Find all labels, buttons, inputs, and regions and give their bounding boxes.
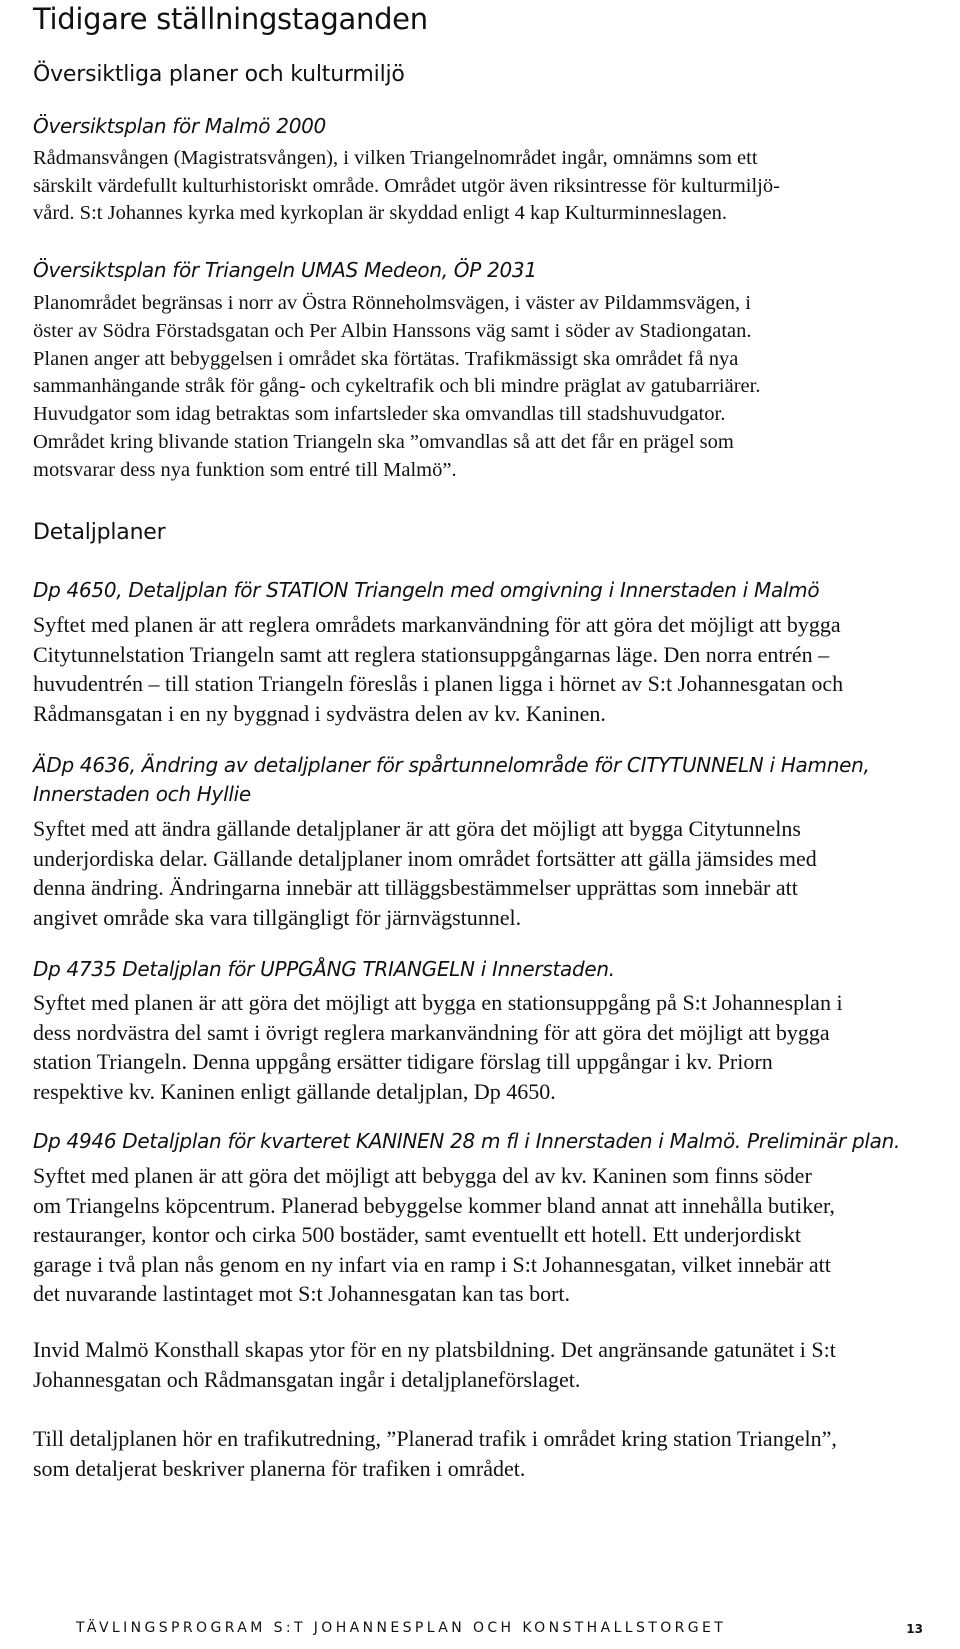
text-line: Syftet med planen är att reglera områdets markanvändning för att göra det möjligt att bygga bbox=[33, 612, 841, 637]
paragraph-dp-4946-3 bbox=[33, 1424, 933, 1483]
text-line: Rådmansgatan i en ny byggnad i sydvästra delen av kv. Kaninen. bbox=[33, 700, 606, 726]
heading-line: ÄDp 4636, Ändring av detaljplaner för spårtunnelområde för CITYTUNNELN i Hamnen, bbox=[33, 753, 870, 777]
paragraph-dp-4946-2 bbox=[33, 1335, 933, 1394]
text-line: om Triangelns köpcentrum. Planerad bebyggelse kommer bland annat att innehålla butiker, bbox=[33, 1192, 835, 1218]
text-line: respektive kv. Kaninen enligt gällande detaljplan, Dp 4650. bbox=[33, 1078, 556, 1104]
page-title: Tidigare ställningstaganden bbox=[33, 2, 428, 36]
text-line: Invid Malmö Konsthall skapas ytor för en ny platsbildning. Det angränsande gatunätet i S:t bbox=[33, 1337, 836, 1362]
text-line: Huvudgator som idag betraktas som infartsleder ska omvandlas till stadshuvudgator. bbox=[33, 403, 726, 426]
text-line: Planen anger att bebyggelsen i området ska förtätas. Trafikmässigt ska området få nya bbox=[33, 347, 739, 370]
text-line: Johannesgatan och Rådmansgatan ingår i detaljplaneförslaget. bbox=[33, 1366, 581, 1392]
page-footer: TÄVLINGSPROGRAM S:T JOHANNESPLAN OCH KONSTHALLSTORGET bbox=[76, 1620, 727, 1636]
text-line: restauranger, kontor och cirka 500 bostäder, samt eventuellt ett hotell. Ett underjordiskt bbox=[33, 1222, 802, 1247]
text-line: Området kring blivande station Triangeln ska ”omvandlas så att det får en prägel som bbox=[33, 430, 734, 453]
text-line: Rådmansvången (Magistratsvången), i vilken Triangelnområdet ingår, omnämns som ett bbox=[33, 147, 758, 169]
text-line: denna ändring. Ändringarna innebär att tilläggsbestämmelser upprättas som innebär att bbox=[33, 875, 798, 900]
paragraph-dp-4650 bbox=[33, 610, 933, 728]
text-line: underjordiska delar. Gällande detaljplaner inom området fortsätter att gälla jämsides med bbox=[33, 845, 817, 871]
text-line: motsvarar dess nya funktion som entré till Malmö”. bbox=[33, 458, 457, 481]
subheading-op-malmo-2000: Översiktsplan för Malmö 2000 bbox=[33, 114, 326, 138]
subheading-adp-4636 bbox=[33, 751, 870, 809]
subheading-dp-4946: Dp 4946 Detaljplan för kvarteret KANINEN 28 m fl i Innerstaden i Malmö. Preliminär plan. bbox=[33, 1129, 901, 1153]
paragraph-op-malmo-2000 bbox=[33, 145, 933, 228]
text-line: Syftet med planen är att göra det möjligt att bygga en stationsuppgång på S:t Johannesplan i bbox=[33, 990, 843, 1015]
text-line: Syftet med att ändra gällande detaljplaner är att göra det möjligt att bygga Citytunnelns bbox=[33, 816, 801, 841]
paragraph-dp-4735 bbox=[33, 988, 933, 1106]
text-line: det nuvarande lastintaget mot S:t Johannesgatan kan tas bort. bbox=[33, 1281, 571, 1306]
text-line: Syftet med planen är att göra det möjligt att bebygga del av kv. Kaninen som finns söder bbox=[33, 1163, 812, 1188]
subheading-dp-4650: Dp 4650, Detaljplan för STATION Triangeln med omgivning i Innerstaden i Malmö bbox=[33, 578, 820, 602]
paragraph-dp-4946-1 bbox=[33, 1161, 933, 1309]
text-line: garage i två plan nås genom en ny infart via en ramp i S:t Johannesgatan, vilket innebär att bbox=[33, 1251, 831, 1277]
section-heading-detaljplaner: Detaljplaner bbox=[33, 520, 166, 545]
text-line: Till detaljplanen hör en trafikutredning, ”Planerad trafik i området kring station Triangeln”, bbox=[33, 1426, 837, 1451]
section-heading-oversiktliga: Översiktliga planer och kulturmiljö bbox=[33, 62, 405, 87]
subheading-op-triangeln: Översiktsplan för Triangeln UMAS Medeon, ÖP 2031 bbox=[33, 258, 537, 282]
text-line: Citytunnelstation Triangeln samt att reglera stationsuppgångarnas läge. Den norra entrén – bbox=[33, 641, 830, 667]
text-line: dess nordvästra del samt i övrigt reglera markanvändning för att göra det möjligt att bygga bbox=[33, 1019, 830, 1045]
text-line: angivet område ska vara tillgängligt för järnvägstunnel. bbox=[33, 904, 522, 930]
text-line: huvudentrén – till station Triangeln föreslås i planen ligga i hörnet av S:t Johannesgatan och bbox=[33, 671, 844, 696]
text-line: öster av Södra Förstadsgatan och Per Albin Hanssons väg samt i söder av Stadiongatan. bbox=[33, 319, 752, 342]
subheading-dp-4735: Dp 4735 Detaljplan för UPPGÅNG TRIANGELN i Innerstaden. bbox=[33, 957, 615, 981]
text-line: som detaljerat beskriver planerna för trafiken i området. bbox=[33, 1455, 526, 1481]
paragraph-adp-4636 bbox=[33, 814, 933, 932]
text-line: sammanhängande stråk för gång- och cykeltrafik och bli mindre präglat av gatubarriärer. bbox=[33, 375, 761, 398]
heading-line: Innerstaden och Hyllie bbox=[33, 782, 251, 806]
text-line: vård. S:t Johannes kyrka med kyrkoplan är skyddad enligt 4 kap Kulturminneslagen. bbox=[33, 202, 728, 224]
text-line: station Triangeln. Denna uppgång ersätter tidigare förslag till uppgångar i kv. Priorn bbox=[33, 1049, 773, 1074]
text-line: Planområdet begränsas i norr av Östra Rönneholmsvägen, i väster av Pildammsvägen, i bbox=[33, 292, 751, 314]
paragraph-op-triangeln bbox=[33, 290, 933, 485]
text-line: särskilt värdefullt kulturhistoriskt område. Området utgör även riksintresse för kulturmiljö- bbox=[33, 174, 780, 197]
page-number: 13 bbox=[906, 1622, 923, 1636]
